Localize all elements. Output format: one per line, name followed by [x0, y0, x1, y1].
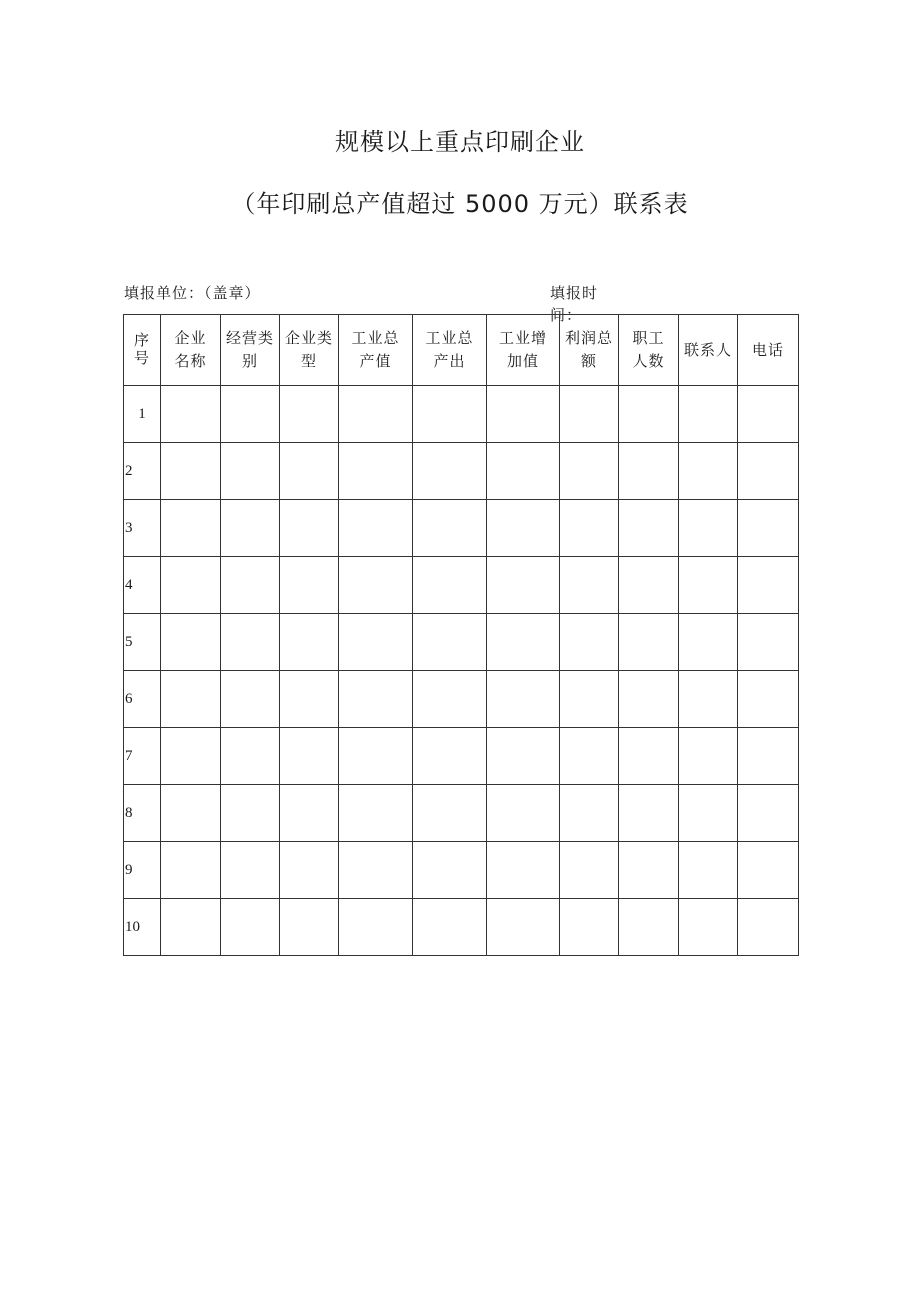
cell-total-profit[interactable]: [560, 614, 619, 671]
table-row: [124, 443, 799, 500]
table-row: [124, 614, 799, 671]
cell-company-type[interactable]: [280, 899, 339, 956]
header-seq: 序 号: [124, 315, 161, 386]
cell-business-category[interactable]: [221, 671, 280, 728]
cell-company-type[interactable]: [280, 443, 339, 500]
header-business-category: 经营类 别: [221, 315, 280, 386]
cell-company-name[interactable]: [161, 671, 221, 728]
reporting-time-label: 填报时间：: [550, 284, 599, 324]
cell-gross-output-value[interactable]: [339, 386, 413, 443]
table-row: [124, 500, 799, 557]
cell-phone[interactable]: [738, 728, 799, 785]
table-body: [124, 386, 799, 956]
cell-business-category[interactable]: [221, 557, 280, 614]
cell-gross-output[interactable]: [413, 671, 487, 728]
cell-total-profit[interactable]: [560, 557, 619, 614]
cell-employee-count[interactable]: [619, 386, 679, 443]
form-subtitle: （年印刷总产值超过 5000 万元）联系表: [231, 190, 689, 218]
cell-value-added[interactable]: [487, 842, 560, 899]
header-gross-output-value: 工业总 产值: [339, 315, 413, 386]
cell-company-type[interactable]: [280, 728, 339, 785]
cell-gross-output[interactable]: [413, 899, 487, 956]
cell-contact-person[interactable]: [679, 443, 738, 500]
header-company-name: 企业 名称: [161, 315, 221, 386]
cell-gross-output-value[interactable]: [339, 842, 413, 899]
cell-company-type[interactable]: [280, 557, 339, 614]
table-row: [124, 785, 799, 842]
cell-total-profit[interactable]: [560, 386, 619, 443]
cell-total-profit[interactable]: [560, 785, 619, 842]
cell-employee-count[interactable]: [619, 614, 679, 671]
cell-contact-person[interactable]: [679, 728, 738, 785]
cell-company-name[interactable]: [161, 443, 221, 500]
cell-company-name[interactable]: [161, 557, 221, 614]
cell-employee-count[interactable]: [619, 671, 679, 728]
table-row: [124, 899, 799, 956]
cell-gross-output-value[interactable]: [339, 443, 413, 500]
cell-employee-count[interactable]: [619, 728, 679, 785]
table-header-row: [124, 315, 799, 386]
cell-total-profit[interactable]: [560, 842, 619, 899]
cell-employee-count[interactable]: [619, 443, 679, 500]
table-row: [124, 842, 799, 899]
cell-employee-count[interactable]: [619, 785, 679, 842]
row-number: 1: [124, 386, 161, 443]
cell-gross-output-value[interactable]: [339, 671, 413, 728]
cell-business-category[interactable]: [221, 842, 280, 899]
table-row: [124, 671, 799, 728]
cell-value-added[interactable]: [487, 728, 560, 785]
cell-value-added[interactable]: [487, 443, 560, 500]
cell-company-type[interactable]: [280, 614, 339, 671]
cell-contact-person[interactable]: [679, 557, 738, 614]
cell-gross-output-value[interactable]: [339, 557, 413, 614]
cell-company-name[interactable]: [161, 785, 221, 842]
contact-table: [123, 314, 799, 956]
cell-business-category[interactable]: [221, 785, 280, 842]
cell-employee-count[interactable]: [619, 899, 679, 956]
form-title: 规模以上重点印刷企业: [335, 128, 585, 156]
cell-value-added[interactable]: [487, 500, 560, 557]
row-number: 10: [124, 899, 161, 956]
cell-value-added[interactable]: [487, 557, 560, 614]
cell-value-added[interactable]: [487, 671, 560, 728]
cell-total-profit[interactable]: [560, 443, 619, 500]
cell-employee-count[interactable]: [619, 842, 679, 899]
cell-phone[interactable]: [738, 557, 799, 614]
cell-contact-person[interactable]: [679, 842, 738, 899]
cell-company-name[interactable]: [161, 614, 221, 671]
cell-contact-person[interactable]: [679, 899, 738, 956]
header-phone: 电话: [738, 315, 799, 386]
cell-phone[interactable]: [738, 614, 799, 671]
cell-employee-count[interactable]: [619, 557, 679, 614]
cell-contact-person[interactable]: [679, 785, 738, 842]
cell-company-name[interactable]: [161, 842, 221, 899]
cell-employee-count[interactable]: [619, 500, 679, 557]
cell-phone[interactable]: [738, 671, 799, 728]
header-company-type: 企业类 型: [280, 315, 339, 386]
cell-gross-output[interactable]: [413, 614, 487, 671]
cell-business-category[interactable]: [221, 728, 280, 785]
cell-value-added[interactable]: [487, 899, 560, 956]
cell-company-type[interactable]: [280, 386, 339, 443]
row-number: 3: [124, 500, 161, 557]
row-number: 9: [124, 842, 161, 899]
cell-company-name[interactable]: [161, 728, 221, 785]
cell-phone[interactable]: [738, 842, 799, 899]
cell-value-added[interactable]: [487, 614, 560, 671]
cell-gross-output[interactable]: [413, 386, 487, 443]
cell-gross-output-value[interactable]: [339, 614, 413, 671]
cell-gross-output-value[interactable]: [339, 728, 413, 785]
header-contact-person: 联系人: [679, 315, 738, 386]
cell-total-profit[interactable]: [560, 728, 619, 785]
cell-business-category[interactable]: [221, 614, 280, 671]
cell-contact-person[interactable]: [679, 614, 738, 671]
row-number: 7: [124, 728, 161, 785]
cell-company-name[interactable]: [161, 899, 221, 956]
cell-company-name[interactable]: [161, 500, 221, 557]
cell-phone[interactable]: [738, 443, 799, 500]
header-value-added: 工业增 加值: [487, 315, 560, 386]
row-number: 5: [124, 614, 161, 671]
table-row: [124, 728, 799, 785]
cell-gross-output[interactable]: [413, 557, 487, 614]
cell-contact-person[interactable]: [679, 671, 738, 728]
cell-phone[interactable]: [738, 899, 799, 956]
cell-gross-output[interactable]: [413, 785, 487, 842]
reporting-unit-label: 填报单位：（盖章）: [124, 284, 261, 302]
cell-phone[interactable]: [738, 386, 799, 443]
cell-total-profit[interactable]: [560, 671, 619, 728]
cell-business-category[interactable]: [221, 443, 280, 500]
row-number: 6: [124, 671, 161, 728]
header-gross-output: 工业总 产出: [413, 315, 487, 386]
cell-total-profit[interactable]: [560, 500, 619, 557]
cell-business-category[interactable]: [221, 386, 280, 443]
cell-gross-output-value[interactable]: [339, 500, 413, 557]
cell-total-profit[interactable]: [560, 899, 619, 956]
cell-contact-person[interactable]: [679, 386, 738, 443]
row-number: 2: [124, 443, 161, 500]
cell-gross-output[interactable]: [413, 443, 487, 500]
row-number: 4: [124, 557, 161, 614]
cell-gross-output[interactable]: [413, 842, 487, 899]
cell-phone[interactable]: [738, 500, 799, 557]
cell-company-name[interactable]: [161, 386, 221, 443]
cell-gross-output-value[interactable]: [339, 785, 413, 842]
cell-phone[interactable]: [738, 785, 799, 842]
cell-value-added[interactable]: [487, 386, 560, 443]
cell-business-category[interactable]: [221, 899, 280, 956]
header-total-profit: 利润总 额: [560, 315, 619, 386]
cell-company-type[interactable]: [280, 500, 339, 557]
cell-gross-output[interactable]: [413, 500, 487, 557]
header-employee-count: 职工 人数: [619, 315, 679, 386]
cell-value-added[interactable]: [487, 785, 560, 842]
cell-gross-output[interactable]: [413, 728, 487, 785]
row-number: 8: [124, 785, 161, 842]
cell-contact-person[interactable]: [679, 500, 738, 557]
cell-company-type[interactable]: [280, 842, 339, 899]
cell-business-category[interactable]: [221, 500, 280, 557]
table-row: [124, 386, 799, 443]
table-row: [124, 557, 799, 614]
cell-company-type[interactable]: [280, 671, 339, 728]
cell-gross-output-value[interactable]: [339, 899, 413, 956]
cell-company-type[interactable]: [280, 785, 339, 842]
